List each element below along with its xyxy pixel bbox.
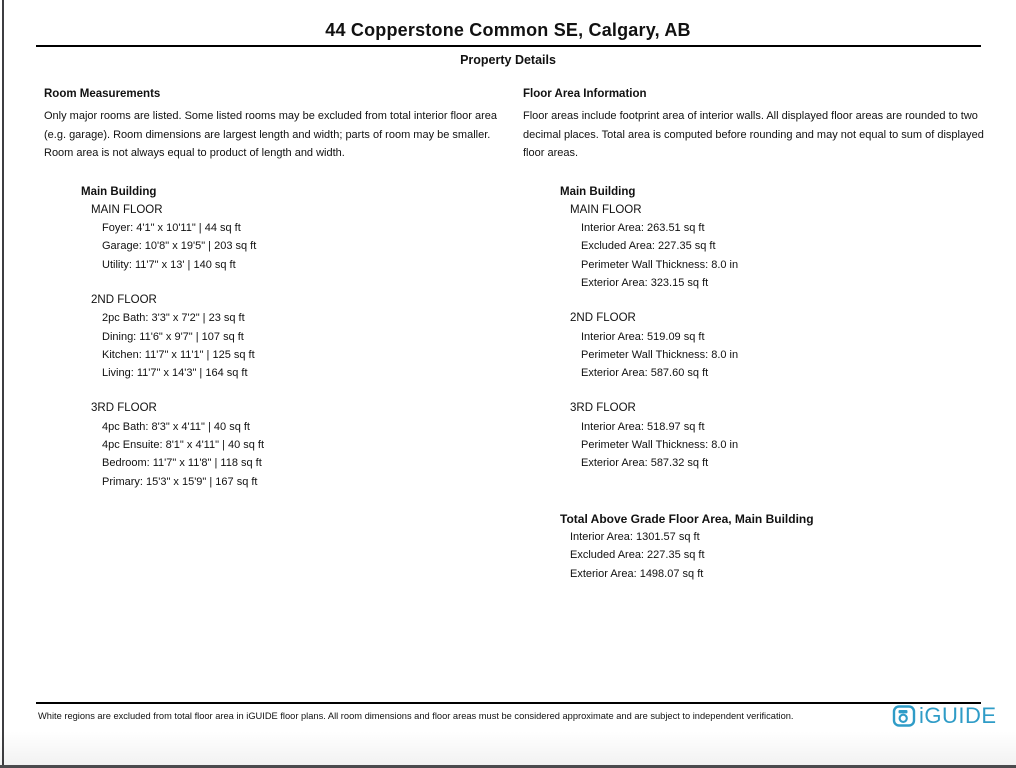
floor-area-heading: Floor Area Information xyxy=(523,88,647,100)
total-floor-area-value: Exterior Area: 1498.07 sq ft xyxy=(570,567,704,580)
total-floor-area-heading: Total Above Grade Floor Area, Main Building xyxy=(560,511,814,526)
room-measurement: Utility: 11'7" x 13' | 140 sq ft xyxy=(102,258,236,271)
room-measurements-description: Only major rooms are listed. Some listed rooms may be excluded from total interior floor area (e.g. garage). Room dimensions are largest length and width; parts of room may be smaller. Room area is not always equal to product of length and width. xyxy=(44,110,498,159)
floor-area-description: Floor areas include footprint area of interior walls. All displayed floor areas are rounded to two decimal places. Total area is computed before rounding and may not equal to sum of displayed floor areas. xyxy=(523,110,984,159)
floor-name: 2ND FLOOR xyxy=(570,312,636,325)
page-left-edge xyxy=(2,0,4,768)
iguide-logo-text: iGUIDE xyxy=(919,703,997,728)
iguide-camera-icon xyxy=(892,704,916,728)
room-measurements-heading: Room Measurements xyxy=(44,88,161,100)
room-measurement: Primary: 15'3" x 15'9" | 167 sq ft xyxy=(102,475,258,488)
room-measurements-floors xyxy=(81,201,508,491)
page-subtitle: Property Details xyxy=(460,53,556,67)
floor-area-value: Exterior Area: 587.32 sq ft xyxy=(581,457,709,470)
room-measurements-building xyxy=(81,183,508,491)
floor-block xyxy=(81,201,508,274)
floor-area-floors xyxy=(560,201,987,473)
footer-divider xyxy=(36,702,981,704)
floor-area-building xyxy=(560,183,987,473)
room-measurement: Bedroom: 11'7" x 11'8" | 118 sq ft xyxy=(102,457,262,470)
room-measurement: Living: 11'7" x 14'3" | 164 sq ft xyxy=(102,367,248,380)
page-title: 44 Copperstone Common SE, Calgary, AB xyxy=(325,20,691,40)
floor-name: 3RD FLOOR xyxy=(91,402,157,415)
room-measurement: Kitchen: 11'7" x 11'1" | 125 sq ft xyxy=(102,348,255,361)
room-measurements-section xyxy=(44,88,508,491)
total-floor-area-value: Excluded Area: 227.35 sq ft xyxy=(570,549,705,562)
floor-name: 2ND FLOOR xyxy=(91,293,157,306)
room-measurement: 4pc Ensuite: 8'1" x 4'11" | 40 sq ft xyxy=(102,439,265,452)
iguide-logo xyxy=(892,704,997,728)
total-floor-area-block xyxy=(560,510,987,583)
floor-area-value: Exterior Area: 323.15 sq ft xyxy=(581,276,709,289)
page-bottom-shadow xyxy=(0,731,1016,765)
floor-area-value: Perimeter Wall Thickness: 8.0 in xyxy=(581,348,739,361)
floor-name: MAIN FLOOR xyxy=(91,203,163,216)
floor-name: 3RD FLOOR xyxy=(570,402,636,415)
floor-block xyxy=(560,309,987,382)
building-name: Main Building xyxy=(560,185,636,198)
floor-block xyxy=(81,399,508,490)
footer-disclaimer: White regions are excluded from total floor area in iGUIDE floor plans. All room dimensions and floor areas must be considered approximate and are subject to independent verification. xyxy=(38,711,794,721)
building-name: Main Building xyxy=(81,185,157,198)
floor-area-value: Interior Area: 519.09 sq ft xyxy=(581,330,705,343)
floor-area-value: Excluded Area: 227.35 sq ft xyxy=(581,240,716,253)
floor-area-section xyxy=(523,88,987,583)
total-floor-area-value: Interior Area: 1301.57 sq ft xyxy=(570,530,700,543)
room-measurement: 2pc Bath: 3'3" x 7'2" | 23 sq ft xyxy=(102,312,245,325)
floor-area-value: Exterior Area: 587.60 sq ft xyxy=(581,367,709,380)
room-measurement: 4pc Bath: 8'3" x 4'11" | 40 sq ft xyxy=(102,420,250,433)
floor-area-value: Interior Area: 263.51 sq ft xyxy=(581,222,705,235)
floor-name: MAIN FLOOR xyxy=(570,203,642,216)
room-measurement: Garage: 10'8" x 19'5" | 203 sq ft xyxy=(102,240,257,253)
header-divider xyxy=(36,45,981,47)
floor-area-value: Interior Area: 518.97 sq ft xyxy=(581,420,705,433)
floor-area-value: Perimeter Wall Thickness: 8.0 in xyxy=(581,439,739,452)
floor-area-value: Perimeter Wall Thickness: 8.0 in xyxy=(581,258,739,271)
floor-block xyxy=(560,399,987,472)
room-measurement: Dining: 11'6" x 9'7" | 107 sq ft xyxy=(102,330,244,343)
floor-block xyxy=(81,291,508,382)
floor-block xyxy=(560,201,987,292)
total-floor-area-items xyxy=(560,528,987,583)
room-measurement: Foyer: 4'1" x 10'11" | 44 sq ft xyxy=(102,222,241,235)
